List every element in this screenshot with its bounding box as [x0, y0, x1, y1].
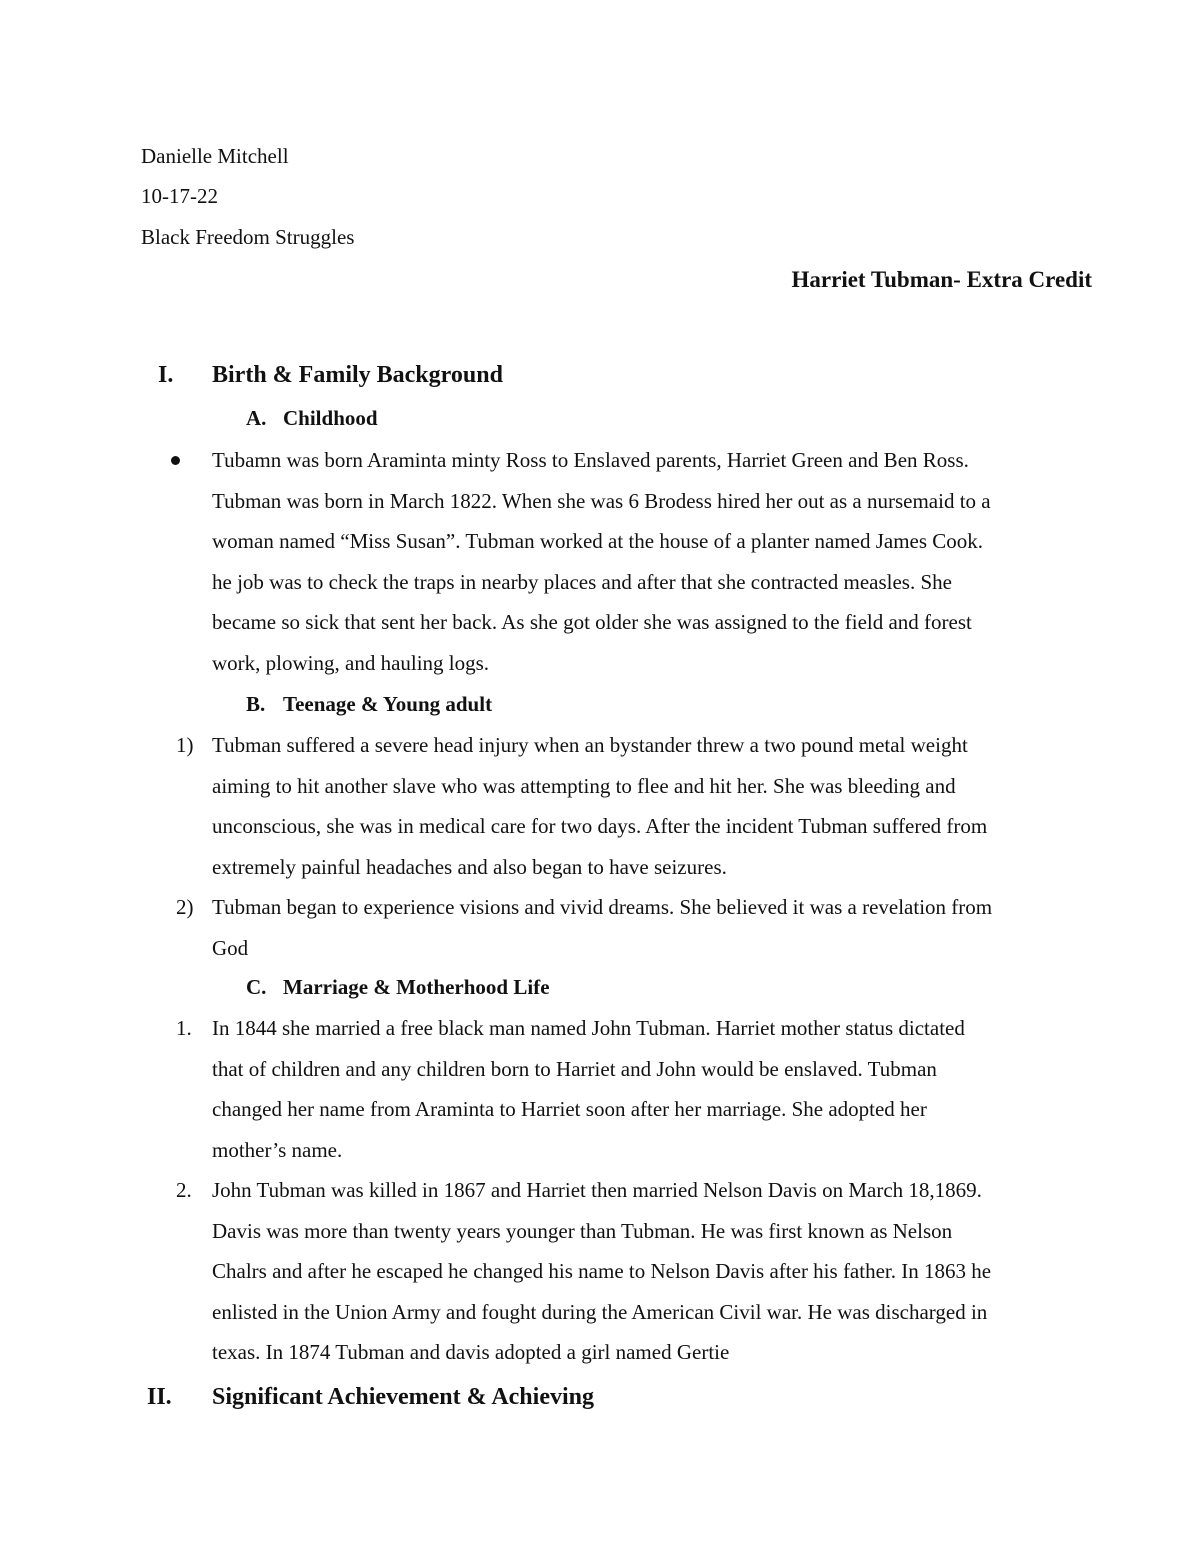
bullet-dot-icon [171, 456, 180, 465]
course-name: Black Freedom Struggles [141, 225, 355, 249]
paragraph-line: he job was to check the traps in nearby places and after that she contracted measles. She [212, 569, 952, 594]
paragraph-line: mother’s name. [212, 1137, 343, 1162]
paragraph-line: unconscious, she was in medical care for two days. After the incident Tubman suffered from [212, 814, 988, 838]
subsection-a-label: A. [246, 406, 267, 430]
paragraph-line: that of children and any children born to Harriet and John would be enslaved. Tubman [212, 1056, 937, 1081]
subsection-a-heading [246, 398, 378, 438]
paragraph-line: Tubman suffered a severe head injury when an bystander threw a two pound metal weight [212, 733, 968, 757]
paragraph-line: Chalrs and after he escaped he changed his name to Nelson Davis after his father. In 1863 he [212, 1259, 992, 1283]
marriage-item-2 [212, 1170, 1092, 1373]
paragraph-line: changed her name from Araminta to Harriet soon after her marriage. She adopted her [212, 1097, 927, 1121]
subsection-b-heading [246, 684, 492, 724]
paragraph-line: enlisted in the Union Army and fought during the American Civil war. He was discharged in [212, 1299, 988, 1324]
subsection-a-title: Childhood [283, 406, 378, 430]
paragraph-line: Tubman began to experience visions and vivid dreams. She believed it was a revelation from [212, 895, 993, 919]
paragraph-line: In 1844 she married a free black man named John Tubman. Harriet mother status dictated [212, 1016, 965, 1040]
subsection-b-title: Teenage & Young adult [283, 692, 493, 716]
paragraph-line: extremely painful headaches and also began to have seizures. [212, 854, 727, 879]
document-title: Harriet Tubman- Extra Credit [791, 267, 1092, 292]
paragraph-line: John Tubman was killed in 1867 and Harriet then married Nelson Davis on March 18,1869. [212, 1178, 982, 1202]
subsection-c-label: C. [246, 975, 267, 999]
teenage-item-1 [212, 725, 1092, 887]
marriage-item-1 [212, 1008, 1092, 1170]
paragraph-line: woman named “Miss Susan”. Tubman worked at the house of a planter named James Cook. [212, 529, 984, 553]
author-name: Danielle Mitchell [141, 144, 289, 168]
list-marker: 2. [176, 1178, 192, 1202]
paragraph-line: God [212, 935, 249, 960]
section-1-numeral: I. [158, 362, 174, 388]
section-2-heading: Significant Achievement & Achieving [212, 1384, 594, 1410]
childhood-paragraph [212, 440, 1092, 683]
teenage-item-2 [212, 887, 1092, 968]
list-marker: 1. [176, 1016, 192, 1040]
paragraph-line: aiming to hit another slave who was attempting to flee and hit her. She was bleeding and [212, 773, 956, 798]
list-marker: 2) [176, 895, 194, 919]
subsection-c-heading [246, 967, 550, 1007]
paragraph-line: Tubamn was born Araminta minty Ross to Enslaved parents, Harriet Green and Ben Ross. [212, 448, 969, 472]
section-1-heading: Birth & Family Background [212, 362, 503, 388]
paragraph-line: became so sick that sent her back. As she got older she was assigned to the field and forest [212, 610, 972, 634]
paragraph-line: texas. In 1874 Tubman and davis adopted a girl named Gertie [212, 1340, 730, 1364]
paragraph-line: Tubman was born in March 1822. When she was 6 Brodess hired her out as a nursemaid to a [212, 488, 991, 513]
subsection-b-label: B. [246, 692, 266, 716]
paragraph-line: Davis was more than twenty years younger than Tubman. He was first known as Nelson [212, 1218, 953, 1243]
paragraph-line: work, plowing, and hauling logs. [212, 650, 490, 675]
section-2-numeral: II. [147, 1384, 172, 1410]
subsection-c-title: Marriage & Motherhood Life [283, 975, 550, 999]
document-date: 10-17-22 [141, 184, 218, 208]
list-marker: 1) [176, 733, 194, 757]
